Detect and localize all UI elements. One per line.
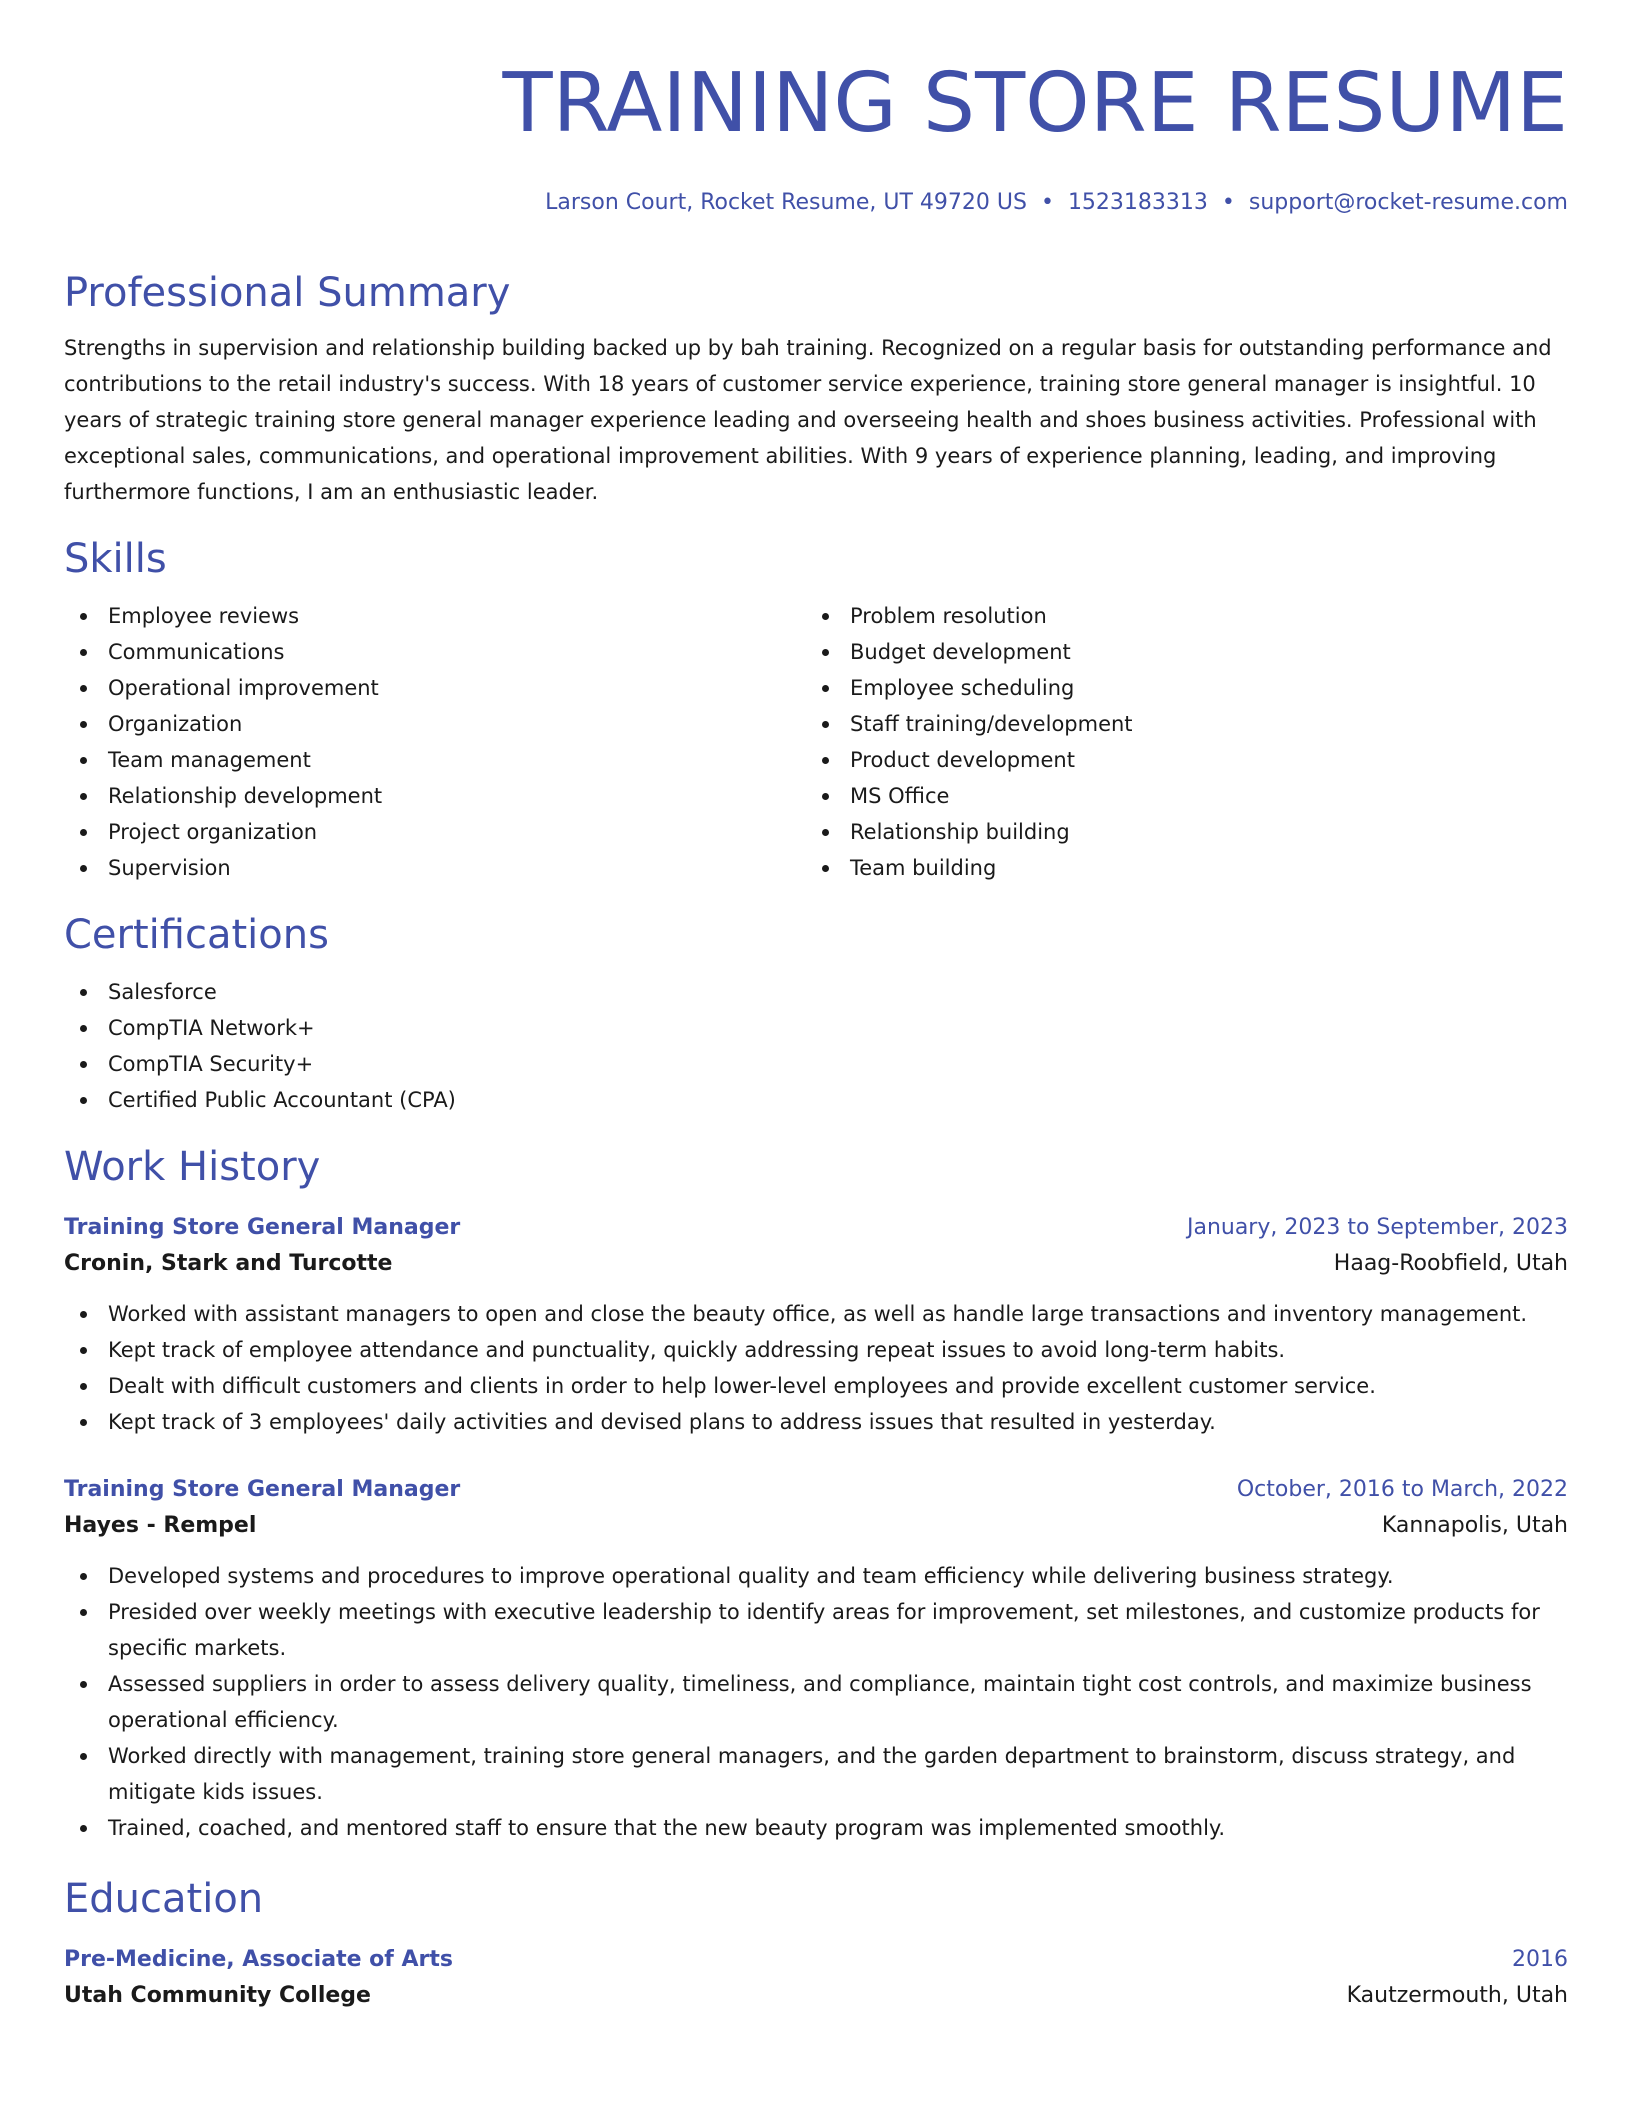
- education-year: 2016: [1512, 1947, 1568, 1972]
- job-subheader: [64, 1508, 1568, 1544]
- contact-line: [64, 188, 1568, 218]
- skill-item: Employee reviews: [64, 598, 806, 634]
- job-bullet: Kept track of 3 employees' daily activities and devised plans to address issues that resulted in yesterday.: [64, 1404, 1568, 1440]
- job-dates: October, 2016 to March, 2022: [1236, 1477, 1568, 1502]
- job-bullet: Trained, coached, and mentored staff to ensure that the new beauty program was implemented smoothly.: [64, 1810, 1568, 1846]
- skill-item: Relationship development: [64, 778, 806, 814]
- skill-item: Budget development: [806, 634, 1548, 670]
- skill-item: Organization: [64, 706, 806, 742]
- certification-item: Certified Public Accountant (CPA): [64, 1082, 1568, 1118]
- skill-item: Employee scheduling: [806, 670, 1548, 706]
- contact-separator: •: [1221, 190, 1235, 215]
- skill-item: Team building: [806, 850, 1548, 886]
- job-bullet: Worked with assistant managers to open and close the beauty office, as well as handle large transactions and inventory management.: [64, 1296, 1568, 1332]
- skills-heading: Skills: [64, 536, 167, 582]
- resume-page: [64, 56, 1568, 2014]
- job-bullets: [64, 1296, 1568, 1440]
- skills-column-right: [806, 598, 1548, 886]
- education-header: [64, 1942, 1568, 1978]
- education-heading: Education: [64, 1876, 264, 1922]
- summary-text: Strengths in supervision and relationship building backed up by bah training. Recognized on a regular basis for outstanding performance and contributions to the retail industry's success. With 18 years of customer service experience, training store general manager is insightful. 10 years of strategic training store general manager experience leading and overseeing health and shoes business activities. Professional with exceptional sales, communications, and operational improvement abilities. With 9 years of experience planning, leading, and improving furthermore functions, I am an enthusiastic leader.: [64, 336, 1552, 504]
- job-bullet: Assessed suppliers in order to assess delivery quality, timeliness, and compliance, maintain tight cost controls, and maximize business operational efficiency.: [64, 1666, 1568, 1738]
- skill-item: Project organization: [64, 814, 806, 850]
- skill-item: Staff training/development: [806, 706, 1548, 742]
- contact-address: Larson Court, Rocket Resume, UT 49720 US: [545, 190, 1027, 215]
- job-header: [64, 1472, 1568, 1508]
- certifications-heading: Certifications: [64, 912, 329, 958]
- job-header: [64, 1210, 1568, 1246]
- skills-column-left: [64, 598, 806, 886]
- certifications-list: [64, 974, 1568, 1118]
- certification-item: CompTIA Security+: [64, 1046, 1568, 1082]
- contact-phone: 1523183313: [1067, 190, 1208, 215]
- job-bullets: [64, 1558, 1568, 1846]
- job-bullet: Worked directly with management, training store general managers, and the garden department to brainstorm, discuss strategy, and mitigate kids issues.: [64, 1738, 1568, 1810]
- education-degree: Pre-Medicine, Associate of Arts: [64, 1947, 453, 1972]
- contact-separator: •: [1040, 190, 1054, 215]
- job-bullet: Presided over weekly meetings with executive leadership to identify areas for improvement, set milestones, and customize products for specific markets.: [64, 1594, 1568, 1666]
- job-title: Training Store General Manager: [64, 1215, 461, 1240]
- resume-title: TRAINING STORE RESUME: [502, 56, 1568, 151]
- job-subheader: [64, 1246, 1568, 1282]
- job-location: Kannapolis, Utah: [1381, 1513, 1568, 1538]
- skill-item: Operational improvement: [64, 670, 806, 706]
- job-bullet: Dealt with difficult customers and clients in order to help lower-level employees and provide excellent customer service.: [64, 1368, 1568, 1404]
- summary-heading: Professional Summary: [64, 270, 511, 316]
- skill-item: Product development: [806, 742, 1548, 778]
- skills-grid: [64, 598, 1568, 886]
- job-bullet: Developed systems and procedures to improve operational quality and team efficiency while delivering business strategy.: [64, 1558, 1568, 1594]
- education-location: Kautzermouth, Utah: [1346, 1983, 1568, 2008]
- job-title: Training Store General Manager: [64, 1477, 461, 1502]
- certification-item: Salesforce: [64, 974, 1568, 1010]
- education-school: Utah Community College: [64, 1983, 371, 2008]
- skill-item: Relationship building: [806, 814, 1548, 850]
- skill-item: Communications: [64, 634, 806, 670]
- education-subheader: [64, 1978, 1568, 2014]
- skill-item: Team management: [64, 742, 806, 778]
- work-history-heading: Work History: [64, 1144, 321, 1190]
- skill-item: MS Office: [806, 778, 1548, 814]
- job-bullet: Kept track of employee attendance and punctuality, quickly addressing repeat issues to avoid long-term habits.: [64, 1332, 1568, 1368]
- skill-item: Problem resolution: [806, 598, 1548, 634]
- skill-item: Supervision: [64, 850, 806, 886]
- education-entry: [64, 1942, 1568, 2014]
- certification-item: CompTIA Network+: [64, 1010, 1568, 1046]
- contact-email: support@rocket-resume.com: [1248, 190, 1568, 215]
- job-employer: Cronin, Stark and Turcotte: [64, 1251, 393, 1276]
- job-entry: [64, 1210, 1568, 1440]
- job-employer: Hayes - Rempel: [64, 1513, 257, 1538]
- job-dates: January, 2023 to September, 2023: [1186, 1215, 1568, 1240]
- job-entry: [64, 1472, 1568, 1846]
- job-location: Haag-Roobfield, Utah: [1333, 1251, 1568, 1276]
